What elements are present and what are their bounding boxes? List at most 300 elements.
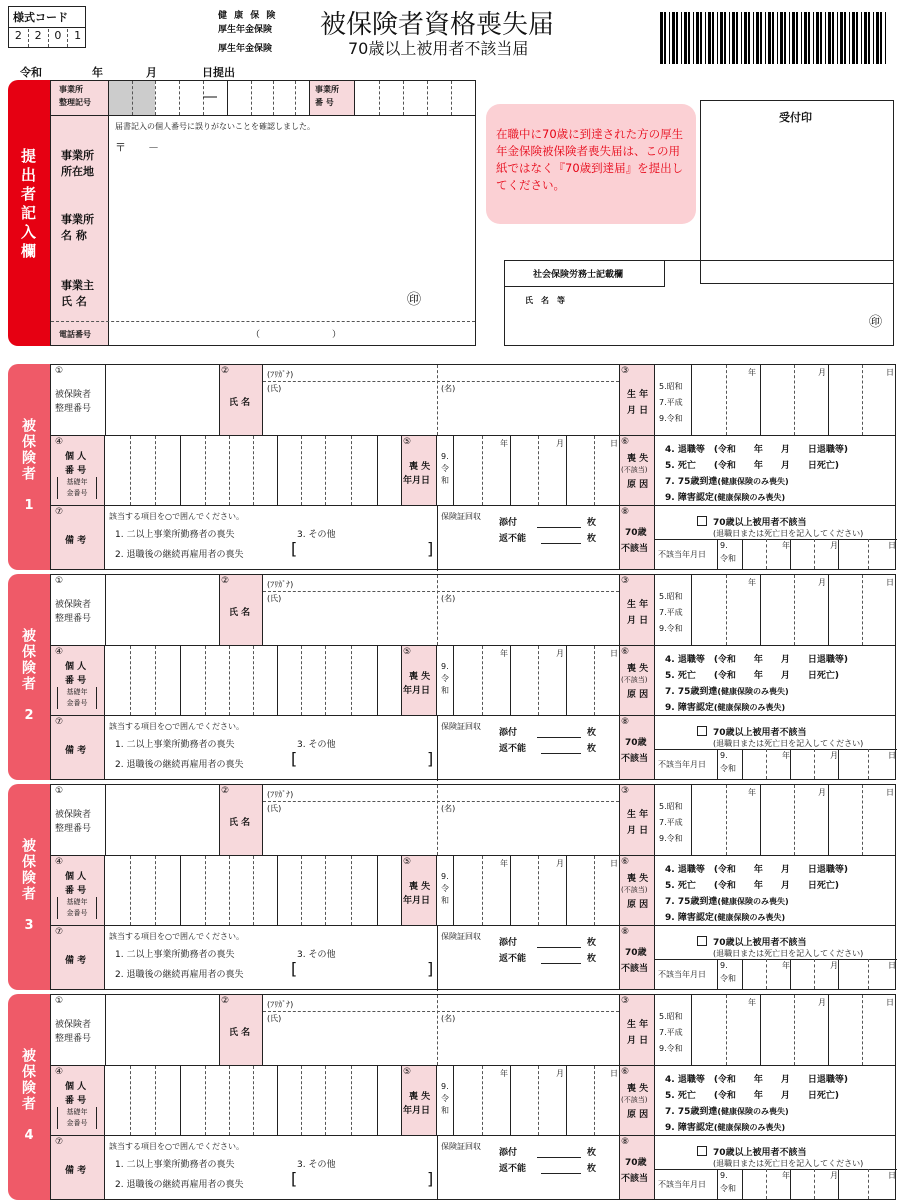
cause-label-2: (不該当) [621,886,648,894]
insured-form [50,364,896,570]
era-option: 7.平成 [659,1028,683,1037]
insured-person-block [8,784,896,990]
seal-mark: ㊞ [407,292,421,308]
barcode-bar [681,12,682,64]
circle-num: ④ [55,1067,64,1077]
personal-number-label-2: 番 号 [65,676,87,686]
cause-label-2: (不該当) [621,466,648,474]
not-applicable-note: (退職日または死亡日を記入してください) [713,949,864,958]
circle-num: ① [55,576,64,586]
cause-option-75: 7. 75歳到達(健康保険のみ喪失) [665,477,789,487]
month-unit: 月 [830,541,838,550]
barcode-bar [720,12,723,64]
office-number-input[interactable] [355,81,477,115]
owner-label: 事業主 [61,279,94,292]
cause-label-3: 原 因 [627,900,649,910]
loss-date-input[interactable] [453,436,619,505]
barcode-bar [849,12,850,64]
cause-option-disability: 9. 障害認定(健康保険のみ喪失) [665,1123,786,1133]
card-collect-label: 保険証回収 [441,1142,481,1151]
na-date-input[interactable]: 9. 令和 年 月 日 [717,1169,897,1199]
confirm-text: 届書記入の個人番号に誤りがないことを確認しました。 [115,122,315,131]
address-input[interactable] [113,155,473,205]
address-label-2: 所在地 [61,165,94,178]
day-unit: 日 [888,751,896,760]
barcode-bar [820,12,822,64]
remarks-option-3[interactable]: 3. その他 [297,1160,336,1170]
insured-index: 1 [24,498,34,513]
remarks-option-1[interactable]: 1. 二以上事業所勤務者の喪失 [115,1160,235,1170]
cause-option-death: 5. 死亡 (令和 年 月 日死亡) [665,671,840,681]
owner-name-input[interactable] [113,271,413,311]
na-date-label: 不該当年月日 [658,970,706,979]
barcode-bar [741,12,742,64]
barcode-bar [753,12,754,64]
circle-num: ⑥ [621,857,630,867]
card-unit: 枚 [587,728,597,738]
card-attach-label: 添付 [499,518,518,528]
circle-num: ⑦ [55,1137,64,1147]
given-name-label: (名) [441,594,456,603]
name-input[interactable] [265,1025,615,1063]
sharoushi-title: 社会保険労務士記載欄 [533,270,624,280]
barcode-bar [729,12,730,64]
insured-number-label-2: 整理番号 [55,824,92,834]
loss-date-label-2: 年月日 [403,686,431,696]
circle-num: ⑧ [621,717,630,727]
cause-label-2: (不該当) [621,676,648,684]
remarks-option-2[interactable]: 2. 退職後の継続再雇用者の喪失 [115,760,244,770]
age70-label-2: 不該当 [621,754,649,764]
loss-date-input[interactable] [453,1066,619,1135]
insured-form [50,784,896,990]
given-name-label: (名) [441,804,456,813]
furigana-label: (ﾌﾘｶﾞﾅ) [267,790,294,799]
sharoushi-name-input[interactable] [595,291,855,341]
card-attach-input[interactable] [537,1157,581,1158]
insured-number-label: 被保険者 [55,600,92,610]
insurance-type-3: 厚生年金保険 [218,44,273,54]
form-code-digit: 0 [49,29,69,47]
furigana-label: (ﾌﾘｶﾞﾅ) [267,1000,294,1009]
card-attach-input[interactable] [537,737,581,738]
circle-num: ③ [621,786,630,796]
circle-num: ⑥ [621,437,630,447]
era-option: 5.昭和 [659,1012,683,1021]
day-unit: 日 [888,961,896,970]
furigana-label: (ﾌﾘｶﾞﾅ) [267,370,294,379]
barcode-bar [732,12,735,64]
personal-number-label: 個 人 [65,452,87,462]
name-input[interactable] [265,605,615,643]
circle-num: ③ [621,576,630,586]
birth-date-input[interactable] [691,995,897,1065]
birth-date-input[interactable] [691,575,897,645]
loss-era: 9. 令 和 [441,452,449,485]
loss-date-label-2: 年月日 [403,1106,431,1116]
sharoushi-name-label: 氏 名 等 [525,296,565,305]
remarks-option-2[interactable]: 2. 退職後の継続再雇用者の喪失 [115,1180,244,1190]
barcode-bar [816,12,819,64]
month-unit: 月 [818,578,826,587]
cause-option-retire: 4. 退職等 (令和 年 月 日退職等) [665,865,849,875]
na-date-label: 不該当年月日 [658,760,706,769]
barcode-bar [669,12,670,64]
card-unable-label: 返不能 [499,1164,527,1174]
year-unit: 年 [748,998,756,1007]
cause-option-disability: 9. 障害認定(健康保険のみ喪失) [665,493,786,503]
name-input[interactable] [265,815,615,853]
office-number-label: 事業所 [315,85,339,94]
circle-num: ④ [55,437,64,447]
not-applicable-note: (退職日または死亡日を記入してください) [713,529,864,538]
submitter-form [50,80,476,346]
circle-num: ② [221,996,230,1006]
card-unit: 枚 [587,938,597,948]
barcode-bar [736,12,738,64]
card-unit: 枚 [587,744,597,754]
card-unable-input[interactable] [541,1173,581,1174]
card-collect-label: 保険証回収 [441,722,481,731]
remarks-option-2[interactable]: 2. 退職後の継続再雇用者の喪失 [115,970,244,980]
age70-label-2: 不該当 [621,544,649,554]
na-date-input[interactable]: 9. 令和 年 月 日 [717,539,897,569]
basic-pension-label: 基礎年 金番号 [57,477,97,499]
day-unit: 日 [610,859,618,868]
year-unit: 年 [748,788,756,797]
circle-num: ⑤ [403,437,412,447]
birth-label-2: 月 日 [627,1036,649,1046]
name-label: 氏 名 [229,398,251,408]
year-unit: 年 [782,1171,790,1180]
insured-number-input[interactable] [105,365,219,435]
year-unit: 年 [748,368,756,377]
owner-label-2: 氏 名 [61,295,87,308]
address-label: 事業所 [61,149,94,162]
age70-label: 70歳 [625,738,647,748]
year-unit: 年 [500,859,508,868]
barcode-bar [801,12,802,64]
circle-num: ① [55,366,64,376]
card-unit: 枚 [587,1148,597,1158]
name-label: 氏 名 [229,1028,251,1038]
personal-number-input[interactable] [105,646,401,715]
barcode-bar [861,12,862,64]
card-unable-input[interactable] [541,963,581,964]
cause-option-75: 7. 75歳到達(健康保険のみ喪失) [665,687,789,697]
loss-era: 9. 令 和 [441,872,449,905]
cause-option-death: 5. 死亡 (令和 年 月 日死亡) [665,461,840,471]
insured-number-input[interactable] [105,785,219,855]
barcode-bar [768,12,771,64]
month-unit: 月 [830,1171,838,1180]
remarks-instruction: 該当する項目を○で囲んでください。 [109,1142,244,1151]
loss-date-label: 喪 失 [409,462,431,472]
remarks-option-1[interactable]: 1. 二以上事業所勤務者の喪失 [115,530,235,540]
cause-label: 喪 失 [627,874,649,884]
loss-date-label-2: 年月日 [403,896,431,906]
month-unit: 月 [818,788,826,797]
remarks-instruction: 該当する項目を○で囲んでください。 [109,512,244,521]
birth-label: 生 年 [627,390,649,400]
insured-form [50,994,896,1200]
cause-label-2: (不該当) [621,1096,648,1104]
circle-num: ③ [621,366,630,376]
bracket-close: ] [427,1169,434,1188]
form-title: 被保険者資格喪失届 [320,10,555,40]
circle-num: ⑧ [621,507,630,517]
circle-num: ④ [55,857,64,867]
not-applicable-label: 70歳以上被用者不該当 [713,728,807,738]
cause-option-disability: 9. 障害認定(健康保険のみ喪失) [665,703,786,713]
name-label: 氏 名 [229,608,251,618]
insured-side-label [8,364,50,570]
barcode-bar [672,12,675,64]
card-unable-label: 返不能 [499,744,527,754]
remarks-option-2[interactable]: 2. 退職後の継続再雇用者の喪失 [115,550,244,560]
era-option: 5.昭和 [659,592,683,601]
card-unable-input[interactable] [541,543,581,544]
personal-number-input[interactable] [105,1066,401,1135]
personal-number-input[interactable] [105,856,401,925]
loss-date-label: 喪 失 [409,672,431,682]
barcode-bar [717,12,718,64]
barcode-bar [772,12,774,64]
insured-number-label-2: 整理番号 [55,1034,92,1044]
age70-label: 70歳 [625,528,647,538]
insured-number-label-2: 整理番号 [55,614,92,624]
year-unit: 年 [748,578,756,587]
loss-date-input[interactable] [453,646,619,715]
barcode-bar [792,12,795,64]
card-collect-label: 保険証回収 [441,512,481,521]
barcode-bar [756,12,759,64]
furigana-label: (ﾌﾘｶﾞﾅ) [267,580,294,589]
barcode-bar [684,12,687,64]
barcode-bar [784,12,786,64]
birth-label-2: 月 日 [627,406,649,416]
card-attach-input[interactable] [537,527,581,528]
birth-date-input[interactable] [691,785,897,855]
personal-number-input[interactable] [105,436,401,505]
barcode-bar [708,12,711,64]
barcode-bar [825,12,826,64]
year-unit: 年 [500,1069,508,1078]
insured-side-text: 被保険者 [20,628,36,692]
barcode-bar [676,12,678,64]
day-unit: 日 [886,578,894,587]
barcode-bar [813,12,814,64]
insured-number-label-2: 整理番号 [55,404,92,414]
card-unable-label: 返不能 [499,534,527,544]
barcode-bar [868,12,870,64]
insured-index: 3 [24,918,34,933]
barcode-bar [660,12,663,64]
insured-side-label [8,784,50,990]
cause-option-retire: 4. 退職等 (令和 年 月 日退職等) [665,1075,849,1085]
not-applicable-checkbox[interactable] [697,726,707,736]
not-applicable-checkbox[interactable] [697,1146,707,1156]
insured-number-label: 被保険者 [55,810,92,820]
card-unable-input[interactable] [541,753,581,754]
circle-num: ⑥ [621,1067,630,1077]
day-unit: 日 [610,439,618,448]
insurance-type-2: 厚生年金保険 [218,25,273,35]
year-unit: 年 [782,751,790,760]
barcode-bar [705,12,706,64]
age70-label-2: 不該当 [621,964,649,974]
insured-number-label: 被保険者 [55,390,92,400]
barcode-bar [748,12,750,64]
insured-person-block [8,574,896,780]
month-unit: 月 [556,859,564,868]
era-option: 7.平成 [659,818,683,827]
loss-date-label: 喪 失 [409,882,431,892]
era-option: 5.昭和 [659,382,683,391]
circle-num: ② [221,576,230,586]
submit-date-day: 日提出 [202,66,235,79]
cause-option-75: 7. 75歳到達(健康保険のみ喪失) [665,897,789,907]
surname-label: (氏) [267,804,282,813]
circle-num: ③ [621,996,630,1006]
not-applicable-label: 70歳以上被用者不該当 [713,518,807,528]
loss-date-label-2: 年月日 [403,476,431,486]
remarks-instruction: 該当する項目を○で囲んでください。 [109,932,244,941]
loss-date-label: 喪 失 [409,1092,431,1102]
not-applicable-checkbox[interactable] [697,516,707,526]
na-date-input[interactable]: 9. 令和 年 月 日 [717,749,897,779]
insured-side-text: 被保険者 [20,838,36,902]
barcode-bar [796,12,798,64]
cause-label-3: 原 因 [627,480,649,490]
cause-option-disability: 9. 障害認定(健康保険のみ喪失) [665,913,786,923]
circle-num: ④ [55,647,64,657]
card-attach-label: 添付 [499,728,518,738]
circle-num: ⑦ [55,507,64,517]
insured-side-text: 被保険者 [20,418,36,482]
na-date-label: 不該当年月日 [658,1180,706,1189]
age70-label: 70歳 [625,948,647,958]
birth-label-2: 月 日 [627,826,649,836]
remarks-label: 備 考 [65,746,87,756]
bracket-open: [ [291,749,298,768]
circle-num: ⑤ [403,1067,412,1077]
circle-num: ② [221,366,230,376]
barcode-bar [856,12,858,64]
surname-label: (氏) [267,1014,282,1023]
loss-date-input[interactable] [453,856,619,925]
month-unit: 月 [556,1069,564,1078]
office-name-label: 事業所 [61,213,94,226]
form-code-digit: 2 [29,29,49,47]
phone-input[interactable]: （ ） [251,330,342,340]
personal-number-label: 個 人 [65,1082,87,1092]
birth-date-input[interactable] [691,365,897,435]
barcode-bar [780,12,783,64]
surname-label: (氏) [267,384,282,393]
office-code-label-2: 整理記号 [59,98,91,107]
era-option: 7.平成 [659,608,683,617]
barcode-bar [760,12,762,64]
office-name-label-2: 名 称 [61,229,87,242]
submit-date-era: 令和 [20,66,42,79]
day-unit: 日 [886,368,894,377]
barcode-bar [880,12,882,64]
barcode-bar [688,12,690,64]
day-unit: 日 [888,541,896,550]
card-attach-label: 添付 [499,1148,518,1158]
barcode-bar [828,12,831,64]
receipt-label: 受付印 [779,111,812,124]
era-option: 9.令和 [659,1044,683,1053]
era-option: 5.昭和 [659,802,683,811]
circle-num: ⑧ [621,1137,630,1147]
remarks-option-3[interactable]: 3. その他 [297,950,336,960]
barcode-bar [765,12,766,64]
submitter-side-label: 提出者記入欄 [8,80,50,346]
day-unit: 日 [610,1069,618,1078]
barcode-bar [724,12,726,64]
month-unit: 月 [818,368,826,377]
sharoushi-box [504,260,894,346]
year-unit: 年 [782,541,790,550]
na-date-input[interactable]: 9. 令和 年 月 日 [717,959,897,989]
name-label: 氏 名 [229,818,251,828]
insured-person-block [8,994,896,1200]
basic-pension-label: 基礎年 金番号 [57,687,97,709]
not-applicable-checkbox[interactable] [697,936,707,946]
insured-number-input[interactable] [105,995,219,1065]
surname-label: (氏) [267,594,282,603]
card-attach-input[interactable] [537,947,581,948]
remarks-label: 備 考 [65,956,87,966]
era-option: 9.令和 [659,624,683,633]
remarks-option-1[interactable]: 1. 二以上事業所勤務者の喪失 [115,740,235,750]
remarks-option-1[interactable]: 1. 二以上事業所勤務者の喪失 [115,950,235,960]
not-applicable-label: 70歳以上被用者不該当 [713,1148,807,1158]
personal-number-label-2: 番 号 [65,466,87,476]
insured-side-text: 被保険者 [20,1048,36,1112]
bracket-close: ] [427,749,434,768]
name-input[interactable] [265,395,615,433]
form-subtitle: 70歳以上被用者不該当届 [348,39,529,58]
circle-num: ① [55,786,64,796]
circle-num: ② [221,786,230,796]
barcode-bar [876,12,879,64]
phone-label: 電話番号 [59,330,91,339]
personal-number-label-2: 番 号 [65,886,87,896]
month-unit: 月 [818,998,826,1007]
card-unit: 枚 [587,954,597,964]
barcode-bar [832,12,834,64]
month-unit: 月 [556,649,564,658]
bracket-open: [ [291,1169,298,1188]
office-name-input[interactable] [113,209,473,249]
remarks-instruction: 該当する項目を○で囲んでください。 [109,722,244,731]
not-applicable-note: (退職日または死亡日を記入してください) [713,1159,864,1168]
circle-num: ⑥ [621,647,630,657]
day-unit: 日 [886,788,894,797]
cause-label-3: 原 因 [627,1110,649,1120]
insured-number-input[interactable] [105,575,219,645]
remarks-option-3[interactable]: 3. その他 [297,740,336,750]
personal-number-label-2: 番 号 [65,1096,87,1106]
barcode-bar [837,12,838,64]
remarks-option-3[interactable]: 3. その他 [297,530,336,540]
office-number-label-2: 番 号 [315,98,334,107]
cause-label-3: 原 因 [627,690,649,700]
submit-date-year: 年 [92,66,103,79]
